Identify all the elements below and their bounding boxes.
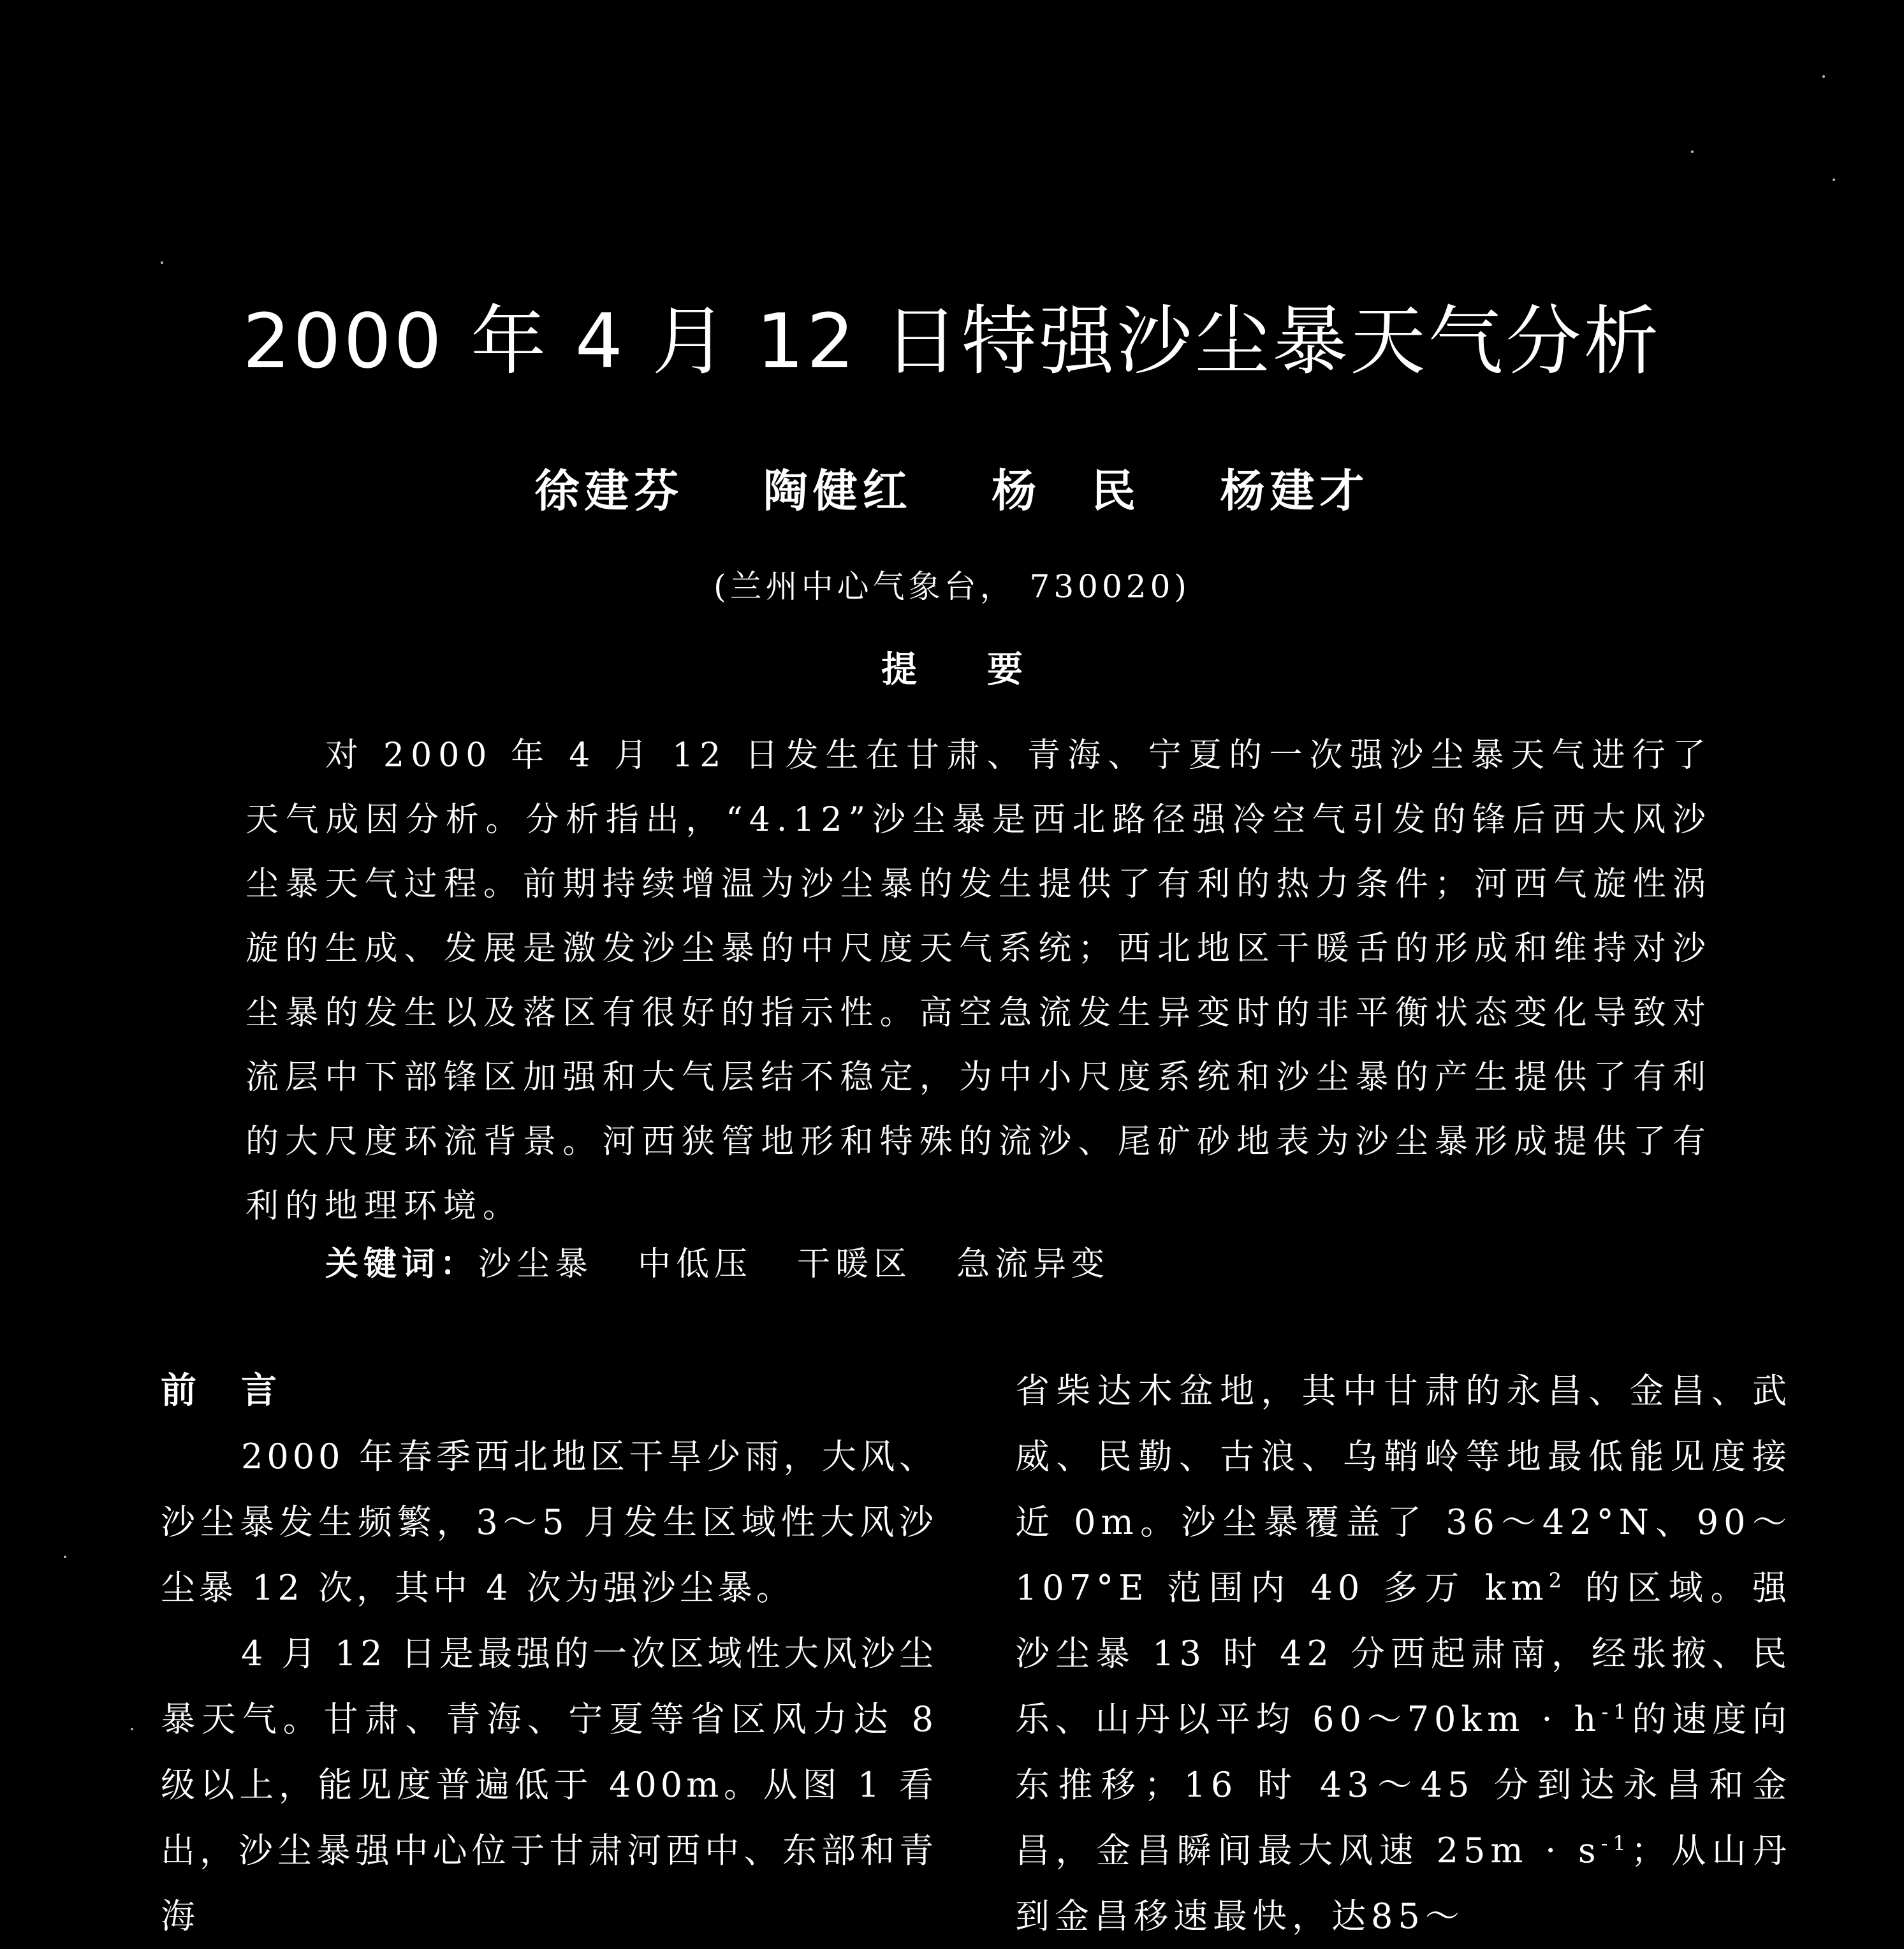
keywords-label: 关键词：: [325, 1245, 479, 1283]
left-paragraph-2: 4 月 12 日是最强的一次区域性大风沙尘暴天气。甘肃、青海、宁夏等省区风力达 8 级以上，能见度普遍低于 400m。从图 1 看出，沙尘暴强中心位于甘肃河西中、东部和青海: [161, 1633, 937, 1936]
author-list: [0, 459, 1904, 523]
keyword-1: 沙尘暴: [478, 1245, 594, 1283]
abstract-text: 对 2000 年 4 月 12 日发生在甘肃、青海、宁夏的一次强沙尘暴天气进行了天气成因分析。分析指出，“4.12”沙尘暴是西北路径强冷空气引发的锋后西大风沙尘暴天气过程。前期持续增温为沙尘暴的发生提供了有利的热力条件；河西气旋性涡旋的生成、发展是激发沙尘暴的中尺度天气系统；西北地区干暖舌的形成和维持对沙尘暴的发生以及落区有很好的指示性。高空急流发生异变时的非平衡状态变化导致对流层中下部锋区加强和大气层结不稳定，为中小尺度系统和沙尘暴的产生提供了有利的大尺度环流背景。河西狭管地形和特殊的流沙、尾矿砂地表为沙尘暴形成提供了有利的地理环境。: [245, 736, 1712, 1225]
keyword-2: 中低压: [638, 1245, 753, 1283]
scan-speck: [131, 1728, 133, 1730]
right-column: [1015, 1358, 1792, 1949]
superscript-squared: 2: [1548, 1568, 1567, 1593]
right-text-part-3: 的速度向东推移；16 时 43～45 分到达永昌和金昌，金昌瞬间最大风速 25m · s: [1015, 1699, 1792, 1871]
scan-speck: [1833, 179, 1835, 181]
scan-speck: [64, 1556, 66, 1558]
section-heading-preface: 前言: [161, 1370, 321, 1412]
keyword-4: 急流异变: [956, 1245, 1110, 1283]
keyword-3: 干暖区: [797, 1245, 912, 1283]
keywords-line: [325, 1236, 1154, 1293]
right-text-part-1: 省柴达木盆地，其中甘肃的永昌、金昌、武威、民勤、古浪、乌鞘岭等地最低能见度接近 0m。沙尘暴覆盖了 36～42°N、90～107°E 范围内 40 多万 km: [1015, 1371, 1792, 1608]
right-text-part-4: ；从山丹到金昌移速最快，达85～: [1015, 1830, 1792, 1936]
left-column: [161, 1358, 937, 1949]
right-paragraph: [1015, 1358, 1792, 1949]
author-4: 杨建才: [1220, 464, 1370, 517]
superscript-minus-one-b: -1: [1600, 1831, 1631, 1855]
scan-speck: [1822, 75, 1825, 78]
abstract-heading: 提要: [881, 648, 1093, 690]
superscript-minus-one-a: -1: [1601, 1700, 1632, 1724]
paper-title: 2000 年 4 月 12 日特强沙尘暴天气分析: [242, 297, 1662, 385]
left-paragraph-1: 2000 年春季西北地区干旱少雨，大风、沙尘暴发生频繁，3～5 月发生区域性大风沙尘暴 12 次，其中 4 次为强沙尘暴。: [161, 1436, 937, 1608]
affiliation: (兰州中心气象台， 730020): [714, 568, 1190, 605]
author-2: 陶健红: [763, 464, 912, 517]
author-3: 杨 民: [992, 464, 1141, 517]
scan-speck: [1691, 150, 1694, 153]
right-text-part-2: 的区域。强沙尘暴 13 时 42 分西起肃南，经张掖、民乐、山丹以平均 60～70km · h: [1015, 1568, 1792, 1739]
scan-speck: [161, 261, 163, 264]
author-1: 徐建芬: [534, 464, 684, 517]
